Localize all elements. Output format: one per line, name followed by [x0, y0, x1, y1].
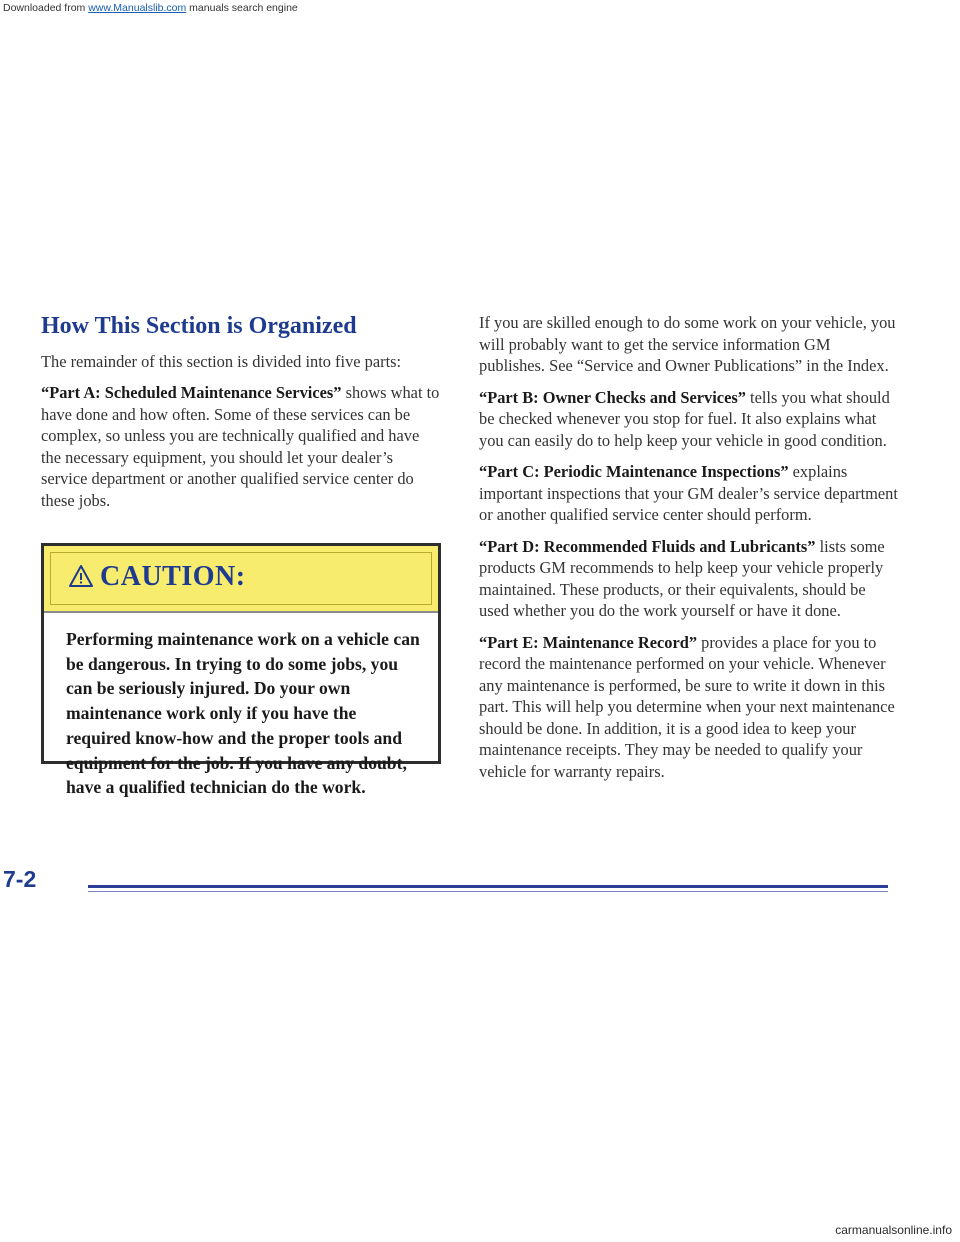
page-number: 7-2: [3, 866, 37, 892]
part-d-paragraph: “Part D: Recommended Fluids and Lubricants” lists some products GM recommends to help keep your vehicle properly maintained. These products, or their equivalents, should be used whether you do the work yourself or have it done.: [479, 536, 885, 620]
site-watermark: carmanualsonline.info: [835, 1223, 952, 1237]
part-e-heading: “Part E: Maintenance Record”: [479, 632, 698, 652]
section-title: How This Section is Organized: [41, 313, 357, 339]
part-e-paragraph: “Part E: Maintenance Record” provides a place for you to record the maintenance performed on your vehicle. Whenever any maintenance is performed, be sure to write it down in this part. This will help you determine when your next maintenance should be done. In addition, it is a good idea to keep your maintenance receipts. They may be needed to qualify your vehicle for warranty repairs.: [479, 632, 895, 781]
manualslib-link[interactable]: www.Manualslib.com: [88, 2, 187, 14]
caution-header: [44, 546, 438, 613]
part-c-paragraph: “Part C: Periodic Maintenance Inspections” explains important inspections that your GM dealer’s service department or another qualified service center should perform.: [479, 462, 898, 524]
left-column: [41, 312, 441, 521]
footer-rule-thin: [88, 891, 888, 892]
part-a-paragraph: “Part A: Scheduled Maintenance Services” shows what to have done and how often. Some of these services can be complex, so unless you are technically qualified and have the necessary equipment, you should let your dealer’s service department or another qualified service center do these jobs.: [41, 383, 440, 510]
footer-rule: [88, 885, 888, 895]
caution-box: [41, 543, 441, 798]
part-b-paragraph: “Part B: Owner Checks and Services” tells you what should be checked whenever you stop for fuel. It also explains what you can easily do to help keep your vehicle in good condition.: [479, 387, 890, 450]
caution-text: Performing maintenance work on a vehicle can be dangerous. In trying to do some jobs, you can be seriously injured. Do your own maintenance work only if you have the required know-how and the proper tools and equipment for the job. If you have any doubt, have a qualified technician do the work.: [66, 629, 420, 798]
caution-label: CAUTION:: [100, 561, 246, 592]
right-column: [479, 312, 899, 792]
section-intro: The remainder of this section is divided into five parts:: [41, 351, 402, 371]
warning-triangle-icon: [69, 564, 93, 588]
part-b-heading: “Part B: Owner Checks and Services”: [479, 387, 746, 407]
part-a-heading: “Part A: Scheduled Maintenance Services”: [41, 383, 342, 403]
part-d-heading: “Part D: Recommended Fluids and Lubricants”: [479, 536, 816, 556]
part-c-heading: “Part C: Periodic Maintenance Inspections”: [479, 462, 789, 481]
download-watermark: Downloaded from www.Manualslib.com manuals search engine: [3, 2, 298, 14]
service-info-paragraph: If you are skilled enough to do some work on your vehicle, you will probably want to get the service information GM publishes. See “Service and Owner Publications” in the Index.: [479, 313, 896, 375]
footer-rule-thick: [88, 885, 888, 888]
